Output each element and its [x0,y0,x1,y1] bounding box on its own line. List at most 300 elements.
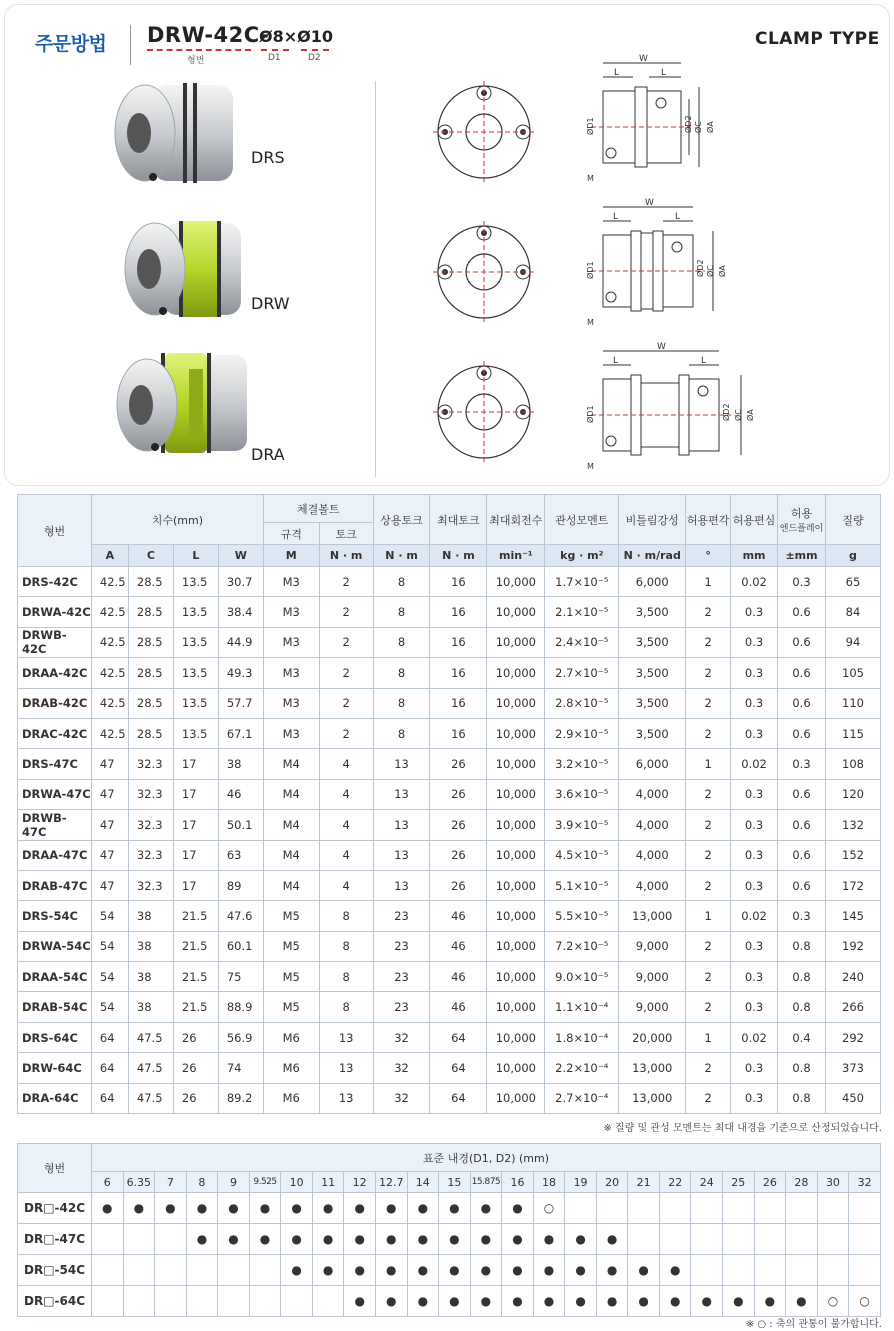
value-cell: 13.5 [173,658,218,688]
value-cell: 13 [373,749,430,779]
value-cell: 13,000 [619,1053,686,1083]
value-cell: 10,000 [487,870,545,900]
value-cell: 8 [319,901,373,931]
svg-text:W: W [645,198,654,208]
value-cell: 3.6×10⁻⁵ [545,779,619,809]
bore-table [17,1143,881,1317]
value-cell: 10,000 [487,567,545,597]
value-cell: M3 [263,597,319,627]
order-panel [4,4,890,486]
col-header-max-speed: 최대회전수 [487,495,545,545]
value-cell: 0.3 [731,627,778,657]
bore-mark-cell: ● [407,1255,439,1286]
model-cell: DRA-64C [18,1083,92,1113]
value-cell: 13,000 [619,1083,686,1113]
col-header-max-torque: 최대토크 [430,495,487,545]
value-cell: 5.1×10⁻⁵ [545,870,619,900]
value-cell: 47.5 [128,1083,173,1113]
bore-size-cell: 16 [502,1172,534,1193]
value-cell: 2.8×10⁻⁵ [545,688,619,718]
bore-col-header-model: 형번 [18,1144,92,1193]
value-cell: 2 [686,870,731,900]
bore-mark-cell: ○ [849,1286,881,1317]
bore-mark-cell: ● [470,1193,502,1224]
drw-coupling-image [113,213,253,328]
model-cell: DRWA-42C [18,597,92,627]
value-cell: 0.3 [731,810,778,840]
value-cell: 4 [319,870,373,900]
table-row [18,597,881,627]
value-cell: 10,000 [487,1053,545,1083]
value-cell: 10,000 [487,658,545,688]
value-cell: 46 [430,901,487,931]
value-cell: 152 [825,840,880,870]
value-cell: 50.1 [218,810,263,840]
value-cell: M4 [263,870,319,900]
bore-size-cell: 11 [312,1172,344,1193]
col-header-bolt-torque: 토크 [319,523,373,545]
value-cell: 26 [173,1022,218,1052]
bore-mark-cell: ● [344,1255,376,1286]
value-cell: 42.5 [91,658,128,688]
bore-mark-cell: ● [659,1255,691,1286]
model-cell: DRAC-42C [18,718,92,748]
value-cell: 1 [686,1022,731,1052]
value-cell: 0.3 [731,658,778,688]
value-cell: 2 [686,688,731,718]
bore-mark-cell: ● [439,1286,471,1317]
value-cell: 54 [91,901,128,931]
value-cell: 2 [319,688,373,718]
bore-mark-cell [817,1255,849,1286]
value-cell: 0.6 [778,810,826,840]
model-cell: DRAB-47C [18,870,92,900]
bore-size-cell: 14 [407,1172,439,1193]
table-row [18,901,881,931]
bore-mark-cell [691,1224,723,1255]
value-cell: 8 [319,931,373,961]
value-cell: 47.6 [218,901,263,931]
model-cell: DRS-54C [18,901,92,931]
value-cell: 2 [319,567,373,597]
bore-mark-cell [312,1286,344,1317]
value-cell: 26 [430,779,487,809]
bore-mark-cell: ● [312,1255,344,1286]
value-cell: M4 [263,779,319,809]
bore-size-cell: 22 [659,1172,691,1193]
bore-mark-cell [786,1224,818,1255]
drs-label: DRS [251,148,285,167]
value-cell: 9,000 [619,992,686,1022]
value-cell: 10,000 [487,688,545,718]
value-cell: 13 [373,840,430,870]
unit-cell: mm [731,545,778,567]
value-cell: 266 [825,992,880,1022]
value-cell: 192 [825,931,880,961]
value-cell: 1 [686,567,731,597]
d1-sub-label: D1 [268,53,281,63]
value-cell: 32.3 [128,810,173,840]
value-cell: 2 [686,931,731,961]
value-cell: 64 [430,1083,487,1113]
value-cell: 42.5 [91,718,128,748]
value-cell: 6,000 [619,567,686,597]
table-row [18,688,881,718]
value-cell: M3 [263,567,319,597]
value-cell: 9,000 [619,962,686,992]
value-cell: 60.1 [218,931,263,961]
value-cell: 2 [686,1083,731,1113]
value-cell: 0.3 [778,901,826,931]
bore-mark-cell: ● [596,1224,628,1255]
bore-size-cell: 26 [754,1172,786,1193]
value-cell: 10,000 [487,779,545,809]
value-cell: 1.8×10⁻⁴ [545,1022,619,1052]
bore-mark-cell [281,1286,313,1317]
value-cell: 8 [373,718,430,748]
bore-mark-cell: ● [533,1286,565,1317]
bore-size-cell: 9 [218,1172,250,1193]
bore-mark-cell: ● [596,1286,628,1317]
bore-size-cell: 7 [155,1172,187,1193]
value-cell: 38 [128,962,173,992]
bore-size-cell: 12.7 [375,1172,407,1193]
value-cell: 10,000 [487,931,545,961]
bore-mark-cell: ● [470,1286,502,1317]
value-cell: 10,000 [487,810,545,840]
model-cell: DRWB-47C [18,810,92,840]
value-cell: M5 [263,992,319,1022]
value-cell: 1.7×10⁻⁵ [545,567,619,597]
bore-mark-cell: ● [155,1193,187,1224]
bore-size-cell: 19 [565,1172,597,1193]
value-cell: 2 [686,597,731,627]
value-cell: 42.5 [91,627,128,657]
value-cell: 0.3 [778,749,826,779]
value-cell: 13 [373,810,430,840]
svg-text:L: L [613,356,619,366]
value-cell: 16 [430,658,487,688]
value-cell: M5 [263,901,319,931]
value-cell: 0.6 [778,597,826,627]
value-cell: 8 [373,597,430,627]
unit-cell: g [825,545,880,567]
unit-cell: C [128,545,173,567]
value-cell: M6 [263,1053,319,1083]
bore-mark-cell: ● [344,1193,376,1224]
value-cell: 64 [91,1053,128,1083]
value-cell: 10,000 [487,901,545,931]
unit-cell: M [263,545,319,567]
value-cell: 3,500 [619,688,686,718]
value-cell: 0.8 [778,1053,826,1083]
value-cell: 10,000 [487,718,545,748]
col-header-bolt-spec: 규격 [263,523,319,545]
value-cell: 10,000 [487,962,545,992]
bore-mark-cell: ● [186,1224,218,1255]
bore-mark-cell [754,1255,786,1286]
value-cell: 2 [686,810,731,840]
value-cell: 64 [430,1022,487,1052]
table-row [18,1224,881,1255]
value-cell: 54 [91,992,128,1022]
value-cell: 0.6 [778,688,826,718]
model-cell: DR□-64C [18,1286,92,1317]
value-cell: 0.8 [778,1083,826,1113]
value-cell: 16 [430,567,487,597]
bore-mark-cell: ● [218,1224,250,1255]
svg-text:ØD2: ØD2 [722,403,731,421]
value-cell: 0.3 [731,1083,778,1113]
value-cell: 9,000 [619,931,686,961]
value-cell: 2.7×10⁻⁵ [545,658,619,688]
d1-underline [261,49,289,51]
bore-mark-cell: ● [123,1193,155,1224]
value-cell: 44.9 [218,627,263,657]
value-cell: 4.5×10⁻⁵ [545,840,619,870]
bore-mark-cell [218,1255,250,1286]
value-cell: 42.5 [91,567,128,597]
svg-text:ØC: ØC [694,121,703,133]
clamp-type-label: CLAMP TYPE [755,29,880,49]
value-cell: 3,500 [619,718,686,748]
bore-mark-cell: ● [186,1193,218,1224]
value-cell: 110 [825,688,880,718]
table-row [18,1255,881,1286]
col-header-rated-torque: 상용토크 [373,495,430,545]
table-row [18,810,881,840]
value-cell: 26 [430,810,487,840]
value-cell: 6,000 [619,749,686,779]
bore-mark-cell [186,1286,218,1317]
d2-sub-label: D2 [308,53,321,63]
unit-cell: W [218,545,263,567]
value-cell: 4 [319,840,373,870]
value-cell: 0.3 [731,597,778,627]
table-row [18,1286,881,1317]
col-header-parallel: 허용편심 [731,495,778,545]
svg-text:ØD1: ØD1 [586,405,595,423]
bore-mark-cell: ● [786,1286,818,1317]
value-cell: 13 [319,1053,373,1083]
value-cell: 2.4×10⁻⁵ [545,627,619,657]
bore-size-cell: 32 [849,1172,881,1193]
bore-mark-cell: ● [281,1224,313,1255]
svg-text:ØA: ØA [746,409,755,421]
value-cell: 49.3 [218,658,263,688]
bore-mark-cell [249,1255,281,1286]
bore-size-cell: 25 [723,1172,755,1193]
value-cell: 20,000 [619,1022,686,1052]
model-underline [147,49,251,51]
bore-mark-cell [249,1286,281,1317]
value-cell: 26 [430,749,487,779]
value-cell: 10,000 [487,1022,545,1052]
value-cell: 132 [825,810,880,840]
table-row [18,749,881,779]
dra-label: DRA [251,445,285,464]
bore-mark-cell: ● [659,1286,691,1317]
dra-coupling-image [109,349,259,459]
value-cell: 16 [430,718,487,748]
value-cell: 0.3 [778,567,826,597]
bore-mark-cell: ● [565,1255,597,1286]
value-cell: 21.5 [173,931,218,961]
table-row [18,718,881,748]
value-cell: M3 [263,627,319,657]
bore-mark-cell [123,1224,155,1255]
value-cell: 0.3 [731,718,778,748]
bore-mark-cell: ● [375,1286,407,1317]
value-cell: 47 [91,870,128,900]
bore-size-cell: 24 [691,1172,723,1193]
bore-mark-cell [817,1193,849,1224]
bore-mark-cell [817,1224,849,1255]
svg-text:ØA: ØA [706,121,715,133]
bore-mark-cell [123,1255,155,1286]
value-cell: 0.02 [731,749,778,779]
drs-side-view-drawing [581,51,741,191]
value-cell: 2 [319,658,373,688]
bore-mark-cell [91,1255,123,1286]
value-cell: 13.5 [173,688,218,718]
bore-mark-cell: ● [502,1255,534,1286]
value-cell: M4 [263,749,319,779]
svg-text:M: M [587,462,594,471]
value-cell: 10,000 [487,597,545,627]
order-bore-dims: Ø8×Ø10 [259,27,334,46]
drw-side-view-drawing [581,195,751,335]
svg-text:L: L [701,356,707,366]
unit-cell: N · m [373,545,430,567]
value-cell: M4 [263,810,319,840]
value-cell: 3.9×10⁻⁵ [545,810,619,840]
svg-text:ØD1: ØD1 [586,261,595,279]
unit-cell: N · m [430,545,487,567]
bore-mark-cell [723,1193,755,1224]
bore-size-row [18,1172,881,1193]
value-cell: 2 [686,840,731,870]
bore-mark-cell [659,1193,691,1224]
unit-cell: kg · m² [545,545,619,567]
value-cell: 13.5 [173,718,218,748]
bore-mark-cell: ● [249,1224,281,1255]
value-cell: 13,000 [619,901,686,931]
value-cell: 105 [825,658,880,688]
value-cell: 145 [825,901,880,931]
model-cell: DRW-64C [18,1053,92,1083]
value-cell: 47 [91,749,128,779]
bore-mark-cell: ● [281,1255,313,1286]
bore-mark-cell [659,1224,691,1255]
unit-cell: N · m/rad [619,545,686,567]
value-cell: 89 [218,870,263,900]
model-cell: DRAA-47C [18,840,92,870]
svg-text:W: W [639,54,648,64]
bore-mark-cell: ● [312,1224,344,1255]
bore-size-cell: 6 [91,1172,123,1193]
value-cell: 292 [825,1022,880,1052]
value-cell: 7.2×10⁻⁵ [545,931,619,961]
value-cell: 32.3 [128,779,173,809]
value-cell: 2 [686,992,731,1022]
value-cell: 46 [430,931,487,961]
value-cell: 2.7×10⁻⁴ [545,1083,619,1113]
value-cell: M5 [263,962,319,992]
dra-side-view-drawing [581,339,781,479]
model-cell: DRAB-42C [18,688,92,718]
value-cell: 4,000 [619,779,686,809]
value-cell: 4 [319,779,373,809]
bore-mark-cell: ● [596,1255,628,1286]
svg-text:ØC: ØC [706,265,715,277]
value-cell: M3 [263,718,319,748]
model-cell: DRWB-42C [18,627,92,657]
value-cell: 3,500 [619,658,686,688]
value-cell: 3,500 [619,627,686,657]
bore-mark-cell: ● [628,1286,660,1317]
value-cell: 3,500 [619,597,686,627]
value-cell: 32.3 [128,870,173,900]
bore-mark-cell: ○ [817,1286,849,1317]
value-cell: 21.5 [173,901,218,931]
value-cell: 8 [373,567,430,597]
value-cell: 26 [173,1083,218,1113]
value-cell: 2.9×10⁻⁵ [545,718,619,748]
value-cell: 13.5 [173,567,218,597]
dra-front-view-drawing [429,357,539,467]
bore-mark-cell: ● [344,1286,376,1317]
value-cell: 8 [319,962,373,992]
bore-mark-cell: ● [502,1193,534,1224]
svg-text:ØD2: ØD2 [696,259,705,277]
bore-mark-cell [186,1255,218,1286]
table-row [18,840,881,870]
vertical-divider [375,81,376,477]
value-cell: 46 [430,962,487,992]
unit-cell: A [91,545,128,567]
bore-size-cell: 9.525 [249,1172,281,1193]
value-cell: 2 [319,597,373,627]
value-cell: 0.6 [778,840,826,870]
value-cell: 0.3 [731,1053,778,1083]
bore-mark-cell: ● [281,1193,313,1224]
value-cell: 13 [319,1083,373,1113]
value-cell: 23 [373,901,430,931]
bore-mark-cell: ● [502,1224,534,1255]
value-cell: 4,000 [619,870,686,900]
model-cell: DRS-42C [18,567,92,597]
value-cell: 88.9 [218,992,263,1022]
bore-mark-cell [91,1224,123,1255]
bore-mark-cell: ● [533,1224,565,1255]
col-header-bolt: 체결볼트 [263,495,373,523]
value-cell: 4,000 [619,840,686,870]
value-cell: 0.3 [731,688,778,718]
value-cell: 32.3 [128,840,173,870]
bore-size-cell: 12 [344,1172,376,1193]
value-cell: 16 [430,597,487,627]
bore-mark-cell [628,1193,660,1224]
value-cell: 89.2 [218,1083,263,1113]
bore-mark-cell [786,1255,818,1286]
bore-mark-cell [565,1193,597,1224]
col-header-mass: 질량 [825,495,880,545]
bore-mark-cell [155,1286,187,1317]
value-cell: M4 [263,840,319,870]
bore-mark-cell [596,1193,628,1224]
value-cell: 17 [173,810,218,840]
